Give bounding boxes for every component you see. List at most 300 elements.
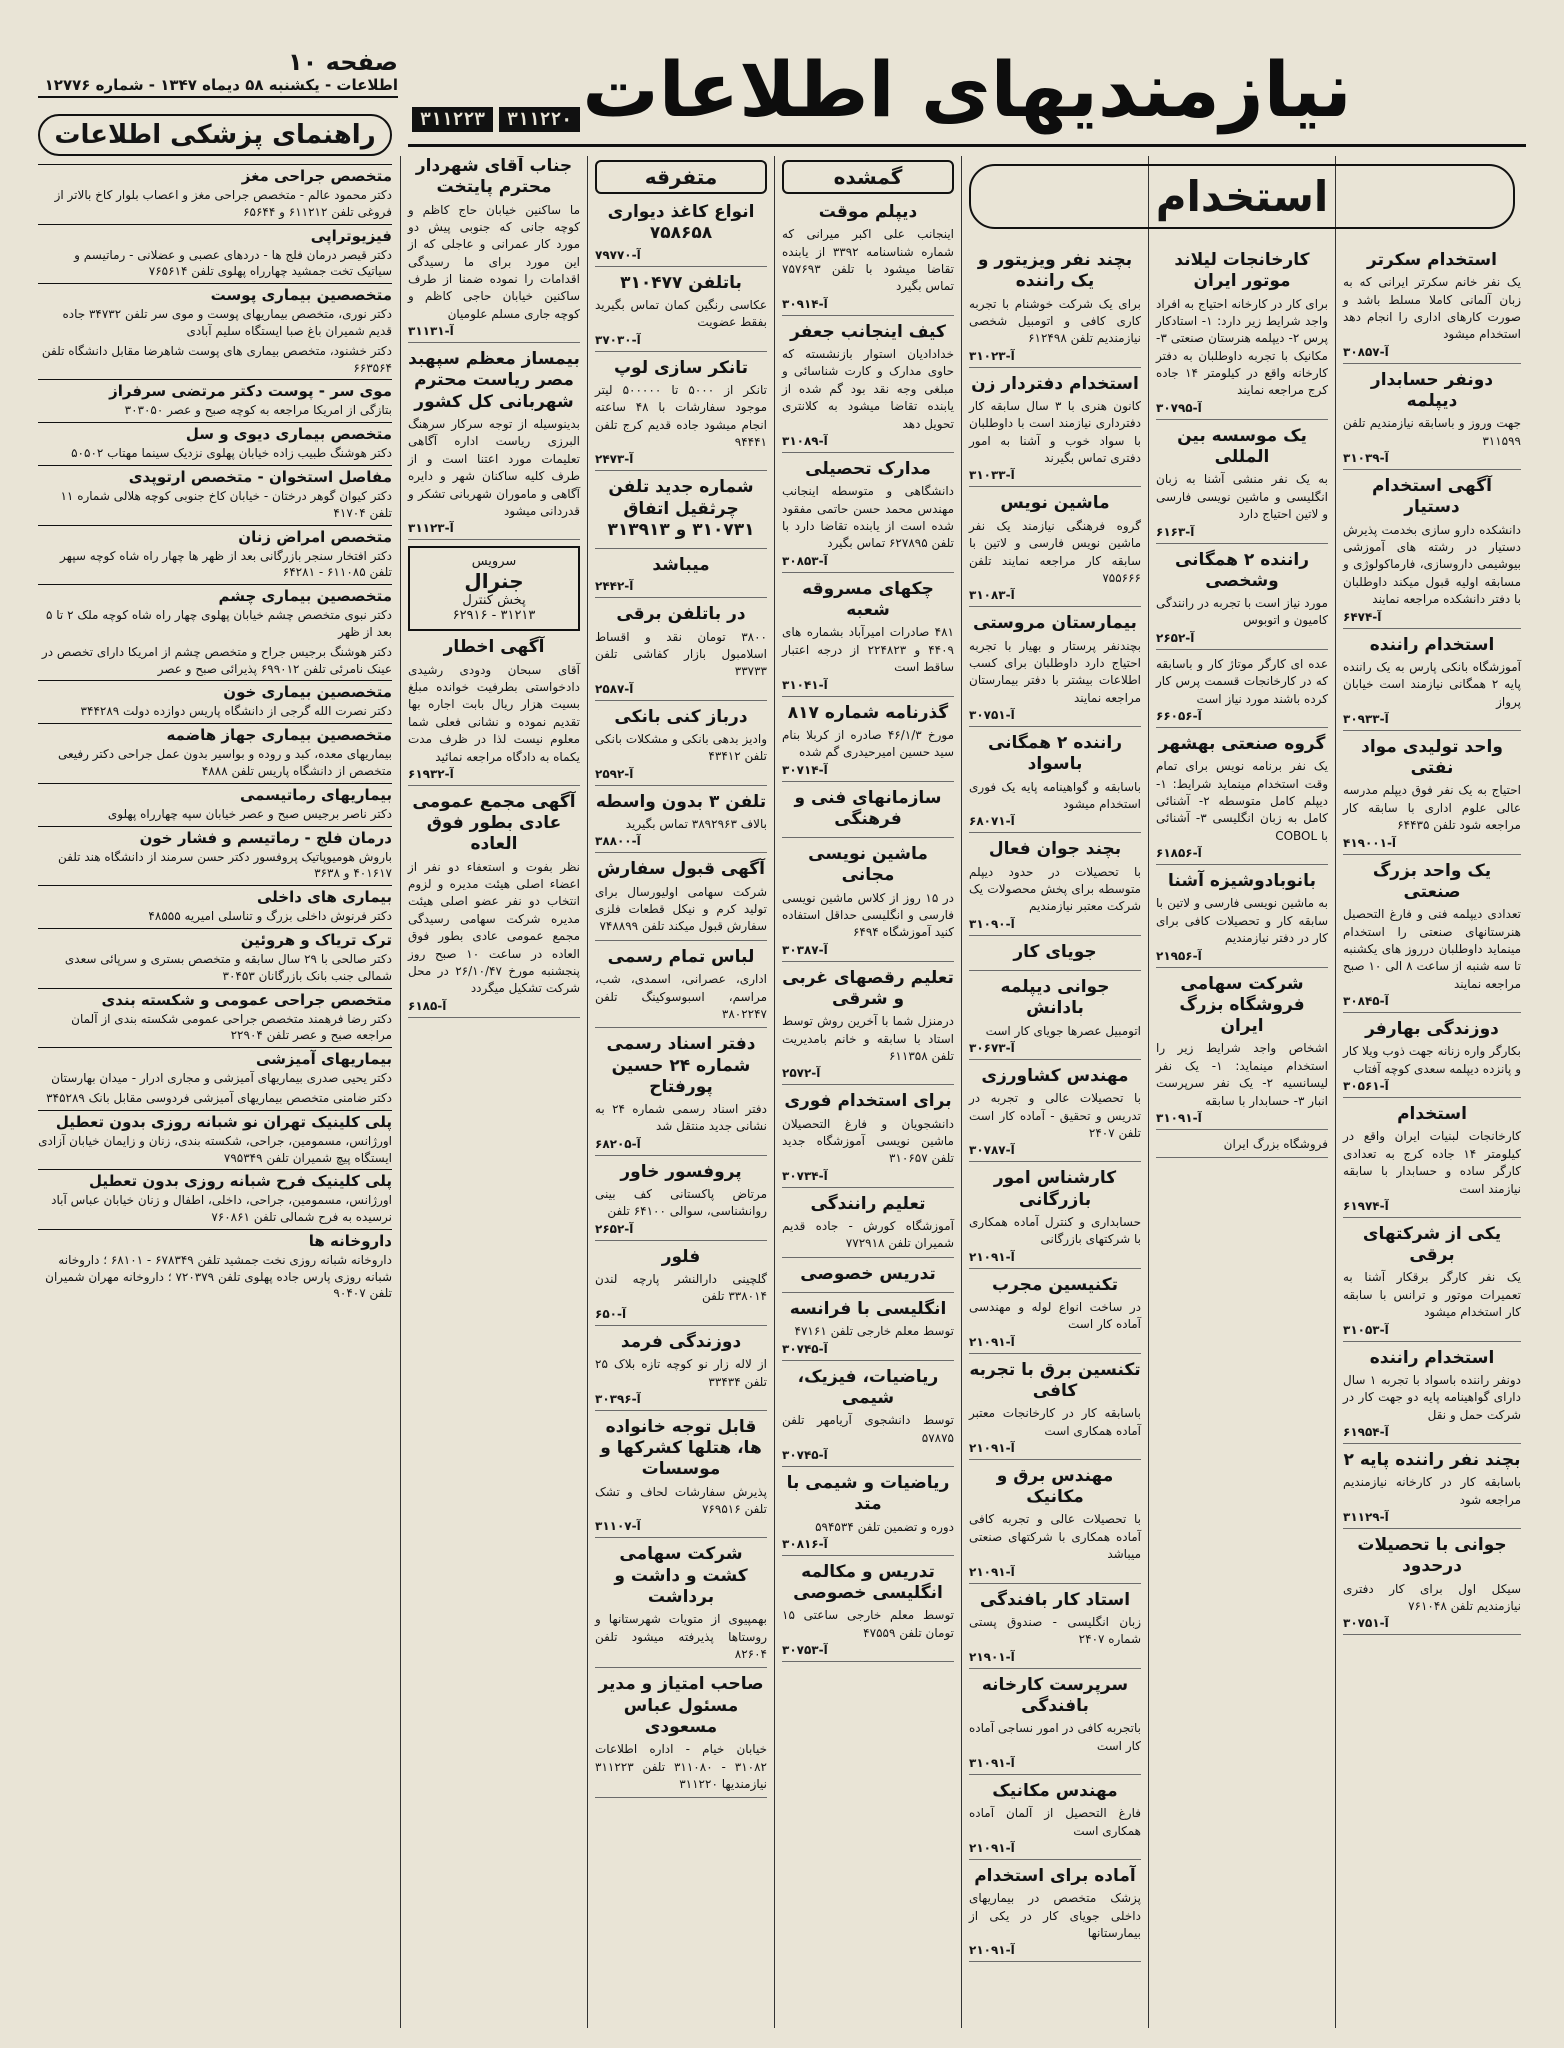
ad-heading: آگهی مجمع عمومی عادی بطور فوق العاده — [412, 791, 576, 855]
medical-listing — [38, 885, 392, 925]
ad-reference: آ-۴۱۹۰۰۱ — [1343, 835, 1397, 850]
ad-reference: آ-۳۰۷۵۳ — [782, 1643, 828, 1658]
ad-body: نظر بفوت و استعفاء دو نفر از اعضاء اصلی هیئت مدیره و لزوم انتخاب دو نفر عضو اصلی هیئت مدیره شرکت سهامی رسیدگی مجمع عمومی عادی بطور فوق العاده در ساعت ۱۰ صبح روز پنجشنبه مورخ ۲۶/۱۰/۴۷ در محل شرکت تشکیل میگردد — [408, 859, 580, 996]
ad-heading: دونفر حسابدار دیپلمه — [1370, 369, 1494, 412]
ad-body: مرتاض پاکستانی کف بینی روانشناسی، سوالی ۶۴۱۰۰ تلفن — [595, 1187, 767, 1219]
ad-reference: آ-۳۱۱۲۹ — [1343, 1510, 1389, 1525]
medical-listing-heading: داروخانه ها — [38, 1229, 392, 1252]
medical-listing-heading: موی سر - پوست دکتر مرتضی سرفراز — [38, 379, 392, 402]
medical-listing — [38, 783, 392, 823]
medical-listing-heading: پلی کلینیک تهران نو شبانه روزی بدون تعطیل — [38, 1110, 392, 1133]
page-number: صفحه ۱۰ — [288, 48, 398, 76]
ad-reference: آ-۳۰۹۱۴ — [782, 296, 828, 311]
medical-listing-heading: ترک تریاک و هروئین — [38, 928, 392, 951]
classified-ad — [782, 579, 954, 697]
ad-body: دوره و تضمین تلفن ۵۹۴۵۳۴ — [815, 1519, 954, 1534]
ad-body: مورد نیاز است با تجربه در رانندگی کامیون و اتوبوس — [1156, 596, 1328, 628]
classified-ad — [1156, 250, 1328, 420]
medical-listing-heading: درمان فلج - رماتیسم و فشار خون — [38, 826, 392, 849]
medical-listing-heading: مفاصل استخوان - متخصص ارتوپدی — [38, 465, 392, 488]
classified-ad — [1156, 974, 1328, 1130]
classified-ad — [782, 1194, 954, 1258]
classified-ad — [408, 637, 580, 786]
ad-body: یک نفر برنامه نویس برای تمام وقت استخدام مینماید شرایط: ۱- دیپلم کامل متوسطه ۲- آشنائی کامل به زبان انگلیسی ۳- آشنائی با COBOL — [1156, 759, 1329, 843]
ad-heading: مهندس مکانیک — [992, 1780, 1118, 1801]
lost-section-title: گمشده — [782, 160, 954, 194]
ad-heading: ماشین نویسی مجانی — [808, 844, 928, 886]
classified-ad — [595, 1162, 767, 1241]
medical-listing — [38, 988, 392, 1045]
ad-body: برای کار در کارخانه احتیاج به افراد واجد شرایط زیر دارد: ۱- استادکار پرس ۲- دیپلمه هنرستان صنعتی ۳- مکانیک با تجربه داوطلبان به دفتر کارخانه واقع در کیلومتر ۱۴ جاده کرج مراجعه نمایند — [1156, 296, 1328, 398]
classified-ad — [969, 1168, 1141, 1268]
ad-body: کانون هنری با ۳ سال سابقه کار دفترداری نیازمند است با داوطلبان با سواد خوب و آشنا به امور دفتری تماس بگیرند — [969, 398, 1142, 466]
ad-body: توسط معلم خارجی ساعتی ۱۵ تومان تلفن ۴۷۵۵۹ — [782, 1608, 954, 1640]
medical-listing-text: دکتر محمود عالم - متخصص جراحی مغز و اعصاب بلوار کاخ بالاتر از فروغی تلفن ۶۱۱۲۱۲ و ۶۵۶۴۴ — [54, 188, 392, 219]
ad-reference: آ-۶۱۸۵۶ — [1156, 846, 1202, 861]
classified-ad — [969, 493, 1141, 607]
ad-reference: آ-۲۱۰۹۱ — [969, 1440, 1015, 1455]
medical-listing-heading: بیماریهای آمیزشی — [38, 1047, 392, 1070]
ad-body: خدادادیان استوار بازنشسته که حاوی مدارک و کارت شناسائی و مبلغی وجه نقد بود گم شده از یابنده تقاضا میشود به کلانتری تحویل دهد — [782, 347, 954, 431]
ad-heading: بیمساز معظم سپهبد مصر ریاست محترم شهربانی کل کشور — [408, 349, 580, 412]
ad-body: سیکل اول برای کار دفتری نیازمندیم تلفن ۷۶۱۰۴۸ — [1343, 1581, 1521, 1613]
ad-body: دفتر اسناد رسمی شماره ۲۴ به نشانی جدید منتقل شد — [595, 1102, 768, 1134]
ad-heading: انگلیسی با فرانسه — [789, 1299, 947, 1320]
medical-listing-text: اورژانس، مسمومین، جراحی، داخلی، اطفال و زنان خیابان عباس آباد نرسیده به فرح شمالی تلفن ۷۶۰۸۶۱ — [51, 1193, 392, 1225]
ad-heading: مهندس کشاورزی — [981, 1065, 1129, 1086]
masthead-phone: ۳۱۱۲۲۳ — [412, 107, 493, 132]
ad-reference: آ-۶۴۷۴ — [1343, 609, 1382, 624]
ad-body: مورخ ۴۶/۱/۳ صادره از کربلا بنام سید حسین امیرحیدری گم شده — [782, 727, 955, 760]
medical-listing-text: دکتر خشنود، متخصص بیماری های پوست شاهرضا مقابل دانشگاه تلفن ۶۶۳۵۶۴ — [41, 343, 392, 375]
ad-reference: آ-۳۰۸۵۷ — [1343, 344, 1389, 359]
medical-listing-text: دکتر ضامنی متخصص بیماریهای آمیزشی فردوسی مقابل بانک ۳۴۵۲۸۹ — [46, 1090, 392, 1105]
ad-heading: میباشد — [652, 555, 710, 576]
ad-heading: چکهای مسروقه شعبه — [802, 578, 934, 621]
ad-body: ما ساکنین خیابان حاج کاظم و کوچه جانی که جنوبی پیش دو مورد کار عمرانی و عاجلی که از این مورد برای ما رسیدگی اقدامات را نموده ضمنا از طرف ساکنین خیابان حاجی کاظم و کوچه جاری مسلم علومیان — [408, 202, 580, 321]
classified-ad — [782, 1091, 954, 1187]
medical-listing-text: بیماریهای معده، کبد و روده و بواسیر بدون عمل جراحی دکتر رفیعی متخصص از دانشگاه پاریس تلفن ۴۸۸۸ — [58, 747, 392, 778]
ad-body: از لاله زار نو کوچه تازه بلاک ۲۵ تلفن ۳۳۴۳۴ — [595, 1357, 767, 1389]
medical-listing-heading: فیزیوتراپی — [38, 224, 392, 247]
ad-reference: آ-۶۱۹۳۲ — [408, 766, 454, 781]
ad-body: اتومبیل عصرها جویای کار است — [985, 1023, 1141, 1038]
ad-body: عکاسی رنگین کمان تماس بگیرید بفقط عضویت — [595, 297, 767, 330]
ad-reference: آ-۳۰۷۸۷ — [969, 1143, 1015, 1158]
employment-banner-area — [963, 160, 1521, 244]
ad-heading: استخدام راننده — [1369, 634, 1495, 655]
classified-ad — [969, 733, 1141, 833]
ad-heading: کارخانجات لیلاند موتور ایران — [1174, 250, 1310, 292]
medical-listing-heading: متخصص بیماری دیوی و سل — [38, 422, 392, 445]
classified-ad — [969, 942, 1141, 971]
ad-heading: باتلفن ۳۱۰۴۷۷ — [620, 272, 742, 293]
ad-reference: آ-۲۱۰۹۱ — [969, 1943, 1015, 1958]
ad-heading: جوانی با تحصیلات درحدود — [1357, 1535, 1507, 1577]
ad-body: با تحصیلات عالی و تجربه کافی آماده همکاری با شرکتهای صنعتی میباشد — [969, 1512, 1141, 1562]
classified-ad — [969, 1675, 1141, 1775]
classified-ad — [782, 703, 954, 782]
ad-body: اداری، عصرانی، اسمدی، شب، مراسم، اسبوسوکینگ تلفن ۳۸۰۲۲۴۷ — [595, 972, 767, 1021]
medical-guide-list — [38, 164, 392, 1302]
medical-listing — [38, 928, 392, 985]
ad-body: برای یک شرکت خوشنام با تجربه کاری کافی و اتومبیل شخصی نیازمندیم تلفن ۶۱۲۴۹۸ — [969, 296, 1141, 346]
medical-listing-heading: متخصص جراحی مغز — [38, 164, 392, 187]
ad-heading: دوزندگی فرمد — [620, 1331, 742, 1352]
ad-reference: آ-۲۵۹۲ — [595, 766, 634, 781]
ad-heading: کارشناس امور بازرگانی — [993, 1168, 1117, 1210]
ad-body: احتیاج به یک نفر فوق دیپلم مدرسه عالی علوم اداری با سابقه کار مراجعه شود تلفن ۶۴۴۳۵ — [1343, 783, 1521, 833]
ad-reference: آ-۳۰۳۸۷ — [782, 942, 828, 957]
jobs-column-a — [963, 250, 1147, 2028]
ad-reference: آ-۶۱۹۷۴ — [1343, 1198, 1389, 1213]
classified-ad — [1343, 250, 1521, 364]
ad-body: گلچینی دارالنشر پارچه لندن ۳۳۸۰۱۴ تلفن — [595, 1272, 767, 1304]
ad-reference: آ-۲۱۹۰۱ — [969, 1649, 1015, 1664]
medical-listing-text: دکتر هوشنگ برجیس جراح و متخصص چشم از امریکا دارای تخصص در عینک نامرئی تلفن ۶۹۹۰۱۲ پذیرائی صبح و عصر — [41, 644, 392, 676]
ad-body: فروشگاه بزرگ ایران — [1223, 1136, 1328, 1151]
classified-ad — [969, 250, 1141, 368]
medical-listing — [38, 379, 392, 419]
ad-heading: استخدام دفتردار زن — [971, 373, 1139, 394]
classified-ad — [1343, 635, 1521, 731]
ad-reference: آ-۳۱۰۹۱ — [1156, 1110, 1202, 1125]
classified-ad — [1343, 737, 1521, 855]
classified-ad — [595, 859, 767, 940]
medical-listing — [38, 680, 392, 720]
ad-body: توسط معلم خارجی تلفن ۴۷۱۶۱ — [794, 1324, 954, 1339]
classified-ad — [969, 1066, 1141, 1162]
classified-ad — [969, 977, 1141, 1060]
medical-listing-heading: بیماریهای رماتیسمی — [38, 783, 392, 806]
ad-heading: در باتلفن برقی — [616, 604, 746, 625]
classified-ad — [1343, 370, 1521, 470]
ad-reference: آ-۳۱۰۹۱ — [969, 1755, 1015, 1770]
column-divider — [587, 156, 588, 2028]
column-divider — [400, 156, 401, 2028]
masthead-rule — [408, 144, 1526, 147]
ad-reference: آ-۳۱۱۲۳ — [408, 521, 454, 536]
ad-heading: تکنیسین مجرب — [991, 1274, 1119, 1295]
ad-heading: واحد تولیدی مواد نفتی — [1361, 736, 1503, 779]
medical-listing-text: دکتر یحیی صدری بیماریهای آمیزشی و مجاری ادرار - میدان بهارستان — [51, 1071, 392, 1086]
medical-listing — [38, 422, 392, 462]
medical-listing — [38, 584, 392, 641]
classified-ad — [969, 1866, 1141, 1962]
ad-heading: پروفسور خاور — [620, 1161, 742, 1182]
ad-reference: آ-۲۵۷۲ — [782, 1066, 821, 1081]
medical-listing — [38, 723, 392, 780]
ad-reference: آ-۳۰۶۷۳ — [969, 1040, 1015, 1055]
ad-reference: آ-۶۸۰۷۱ — [969, 814, 1015, 829]
medical-listing — [38, 1047, 392, 1087]
ad-reference: آ-۲۶۵۲ — [1156, 630, 1195, 645]
ad-reference: آ-۶۱۸۵ — [408, 998, 447, 1013]
ad-reference: آ-۷۹۷۷۰ — [595, 247, 641, 262]
ad-heading: آگهی استخدام دستیار — [1372, 476, 1492, 518]
ad-heading: مدارک تحصیلی — [805, 459, 931, 480]
ad-reference: آ-۳۰۷۴۵ — [782, 1448, 828, 1462]
jobs-column-c — [1337, 250, 1527, 2028]
ad-reference: آ-۳۰۳۹۶ — [595, 1391, 641, 1406]
classified-ad — [782, 202, 954, 316]
medical-listing — [38, 826, 392, 883]
ad-reference: آ-۳۰۸۵۳ — [782, 553, 828, 568]
ad-reference: آ-۲۱۹۵۶ — [1156, 948, 1202, 963]
ad-reference: آ-۳۱۰۹۰ — [969, 916, 1015, 931]
ad-heading: استخدام راننده — [1369, 1347, 1495, 1368]
classified-ad — [969, 1275, 1141, 1354]
medical-listing-text: دکتر نصرت الله گرجی از دانشگاه پاریس دوازده دولت ۳۴۴۲۸۹ — [80, 704, 392, 719]
ad-heading: استاد کار بافندگی — [979, 1589, 1131, 1610]
classified-ad — [969, 1590, 1141, 1669]
ad-body: به ماشین نویسی فارسی و لاتین با سابقه کار و تحصیلات کافی برای کار در دفتر نیازمندیم — [1156, 896, 1328, 946]
ad-heading: تلفن ۳ بدون واسطه — [595, 791, 767, 812]
ad-reference: آ-۳۱۰۸۳ — [969, 588, 1015, 603]
ad-heading: تکنسین برق با تجربه کافی — [969, 1359, 1141, 1401]
column-divider — [1148, 156, 1149, 2028]
classified-ad — [1156, 734, 1328, 865]
logo-top: سرویس — [471, 554, 517, 570]
ad-heading: برای استخدام فوری — [784, 1091, 952, 1112]
medical-listing-text: دکتر افتخار سنجر بازرگانی بعد از ظهر ها چهار راه شاه کوچه سپهر تلفن ۶۱۱۰۸۵ - ۶۴۲۸۱ — [60, 548, 392, 580]
ad-heading: آگهی قبول سفارش — [596, 859, 766, 880]
ad-heading: تدریس و مکالمه انگلیسی خصوصی — [793, 1561, 943, 1604]
ad-heading: جوانی دیپلمه بادانش — [1000, 977, 1110, 1019]
ad-reference: آ-۳۱۰۳۹ — [1343, 451, 1389, 466]
ad-heading: مهندس برق و مکانیک — [996, 1465, 1114, 1508]
ad-body: با تحصیلات در حدود دیپلم متوسطه برای پخش محصولات یک شرکت معتبر نیازمندیم — [969, 864, 1141, 914]
ad-body: توسط دانشجوی آریامهر تلفن ۵۷۸۷۵ — [782, 1413, 954, 1445]
medical-listing-text: بتازگی از امریکا مراجعه به کوچه صبح و عصر ۳۰۳۰۵۰ — [124, 403, 392, 418]
classified-ad — [595, 1674, 767, 1798]
ad-heading: سرپرست کارخانه بافندگی — [981, 1674, 1129, 1716]
classified-ad — [1156, 656, 1328, 728]
ad-body: با تحصیلات عالی و تجربه در تدریس و تحقیق - آماده کار است تلفن ۲۴۰۷ — [969, 1091, 1141, 1140]
classified-ad — [595, 707, 767, 786]
employment-section-title: استخدام — [969, 164, 1515, 229]
classified-ad — [595, 1247, 767, 1326]
ad-body: باسابقه و گواهینامه پایه یک فوری استخدام میشود — [969, 779, 1141, 811]
ad-heading: دفتر اسناد رسمی شماره ۲۴ حسین پورفتاح — [606, 1034, 756, 1097]
ad-body: به یک نفر منشی آشنا به زبان انگلیسی و ماشین نویسی فارسی و لاتین احتیاج دارد — [1156, 472, 1328, 522]
ad-heading: سازمانهای فنی و فرهنگی — [794, 787, 942, 829]
ad-heading: صاحب امتیاز و مدیر مسئول عباس مسعودی — [598, 1674, 764, 1737]
ad-reference: آ-۳۱۰۳۳ — [969, 468, 1015, 483]
ad-body: اشخاص واجد شرایط زیر را استخدام مینماید: ۱- یک نفر لیسانسیه ۲- یک نفر سرپرست انبار ۳- حسابدار با سابقه — [1156, 1041, 1328, 1108]
classified-ad — [595, 202, 767, 267]
classified-ad — [1156, 550, 1328, 650]
ad-heading: درباز کنی بانکی — [614, 706, 748, 727]
masthead-phone: ۳۱۱۲۲۰ — [499, 107, 580, 132]
ad-heading: راننده ۲ همگانی وشخصی — [1174, 549, 1310, 591]
ad-heading: تانکر سازی لوپ — [613, 357, 749, 378]
medical-guide-column — [32, 110, 398, 2028]
ad-reference: آ-۳۷۰۳۰ — [595, 332, 641, 347]
ad-body: بالاف ۳۸۹۲۹۶۳ تماس بگیرید — [625, 817, 767, 832]
ad-reference: آ-۲۱۰۹۱ — [969, 1249, 1015, 1264]
ad-reference: آ-۲۱۰۹۱ — [969, 1840, 1015, 1855]
classified-ad — [782, 788, 954, 839]
classified-ad — [782, 1473, 954, 1556]
classified-ad — [408, 349, 580, 540]
ad-heading: ریاضیات، فیزیک، شیمی — [797, 1366, 939, 1408]
lost-column — [776, 156, 960, 2028]
ad-heading: راننده ۲ همگانی باسواد — [987, 733, 1123, 775]
ad-body: آموزشگاه کورش - جاده قدیم شمیران تلفن ۷۷۲۹۱۸ — [782, 1219, 954, 1251]
classified-ad — [1343, 1450, 1521, 1529]
classified-ad — [408, 156, 580, 343]
classified-ad — [408, 792, 580, 1018]
ad-body: دانشجویان و فارغ التحصیلان ماشین نویسی آموزشگاه جدید تلفن ۳۱۰۶۵۷ — [782, 1116, 954, 1166]
ad-body: جهت وروز و باسابقه نیازمندیم تلفن ۳۱۱۵۹۹ — [1343, 416, 1521, 448]
ad-body: تانکر از ۵۰۰۰ تا ۵۰۰۰۰۰ لیتر موجود سفارشات با ۴۸ ساعته انجام میشود جاده قدیم کرج تلفن ۹۴۴۴۱ — [595, 382, 768, 449]
ad-heading: انواع کاغذ دیواری ۷۵۸۶۵۸ — [607, 202, 755, 244]
ad-reference: آ-۳۰۹۳۳ — [1343, 711, 1389, 726]
ad-body: فارغ التحصیل از آلمان آماده همکاری است — [969, 1806, 1141, 1838]
classified-ad — [1156, 1136, 1328, 1158]
ad-heading: یکی از شرکتهای برقی — [1362, 1223, 1502, 1266]
classified-ad — [1343, 1104, 1521, 1218]
ad-body: گروه فرهنگی نیازمند یک نفر ماشین نویس فارسی و لاتین با سابقه کار مراجعه نمایند تلفن ۷۵۵۶۶۶ — [969, 518, 1141, 585]
ad-body: دانشگاهی و متوسطه اینجانب مهندس محمد حسن حاتمی مفقود شده است از یابنده تقاضا دارد با تلفن ۶۲۷۸۹۵ تماس بگیرد — [782, 484, 954, 551]
ad-heading: تعلیم رقصهای غربی و شرقی — [782, 967, 954, 1009]
ad-reference: آ-۳۸۸۰۰ — [595, 834, 641, 849]
medical-listing — [38, 283, 392, 340]
misc-section-title: متفرقه — [595, 160, 767, 194]
ad-heading: آگهی اخطار — [443, 637, 545, 658]
ad-heading: گروه صنعتی بهشهر — [1158, 733, 1326, 754]
ad-heading: ریاضیات و شیمی با متد — [786, 1473, 950, 1515]
ad-heading: بچند نفر ویزیتور و یک راننده — [977, 250, 1133, 292]
ad-body: بچندنفر پرستار و بهیار با تجربه احتیاج دارد داوطلبان برای کسب اطلاعات بیشتر با دفتر بیمارستان مراجعه نمایند — [969, 638, 1141, 705]
medical-listing — [38, 164, 392, 221]
classified-ad — [595, 1332, 767, 1411]
ad-reference: آ-۳۱۱۳۱ — [408, 324, 454, 339]
medical-listing-text: دکتر رضا فرهمند متخصص جراحی عمومی شکسته بندی از آلمان مراجعه صبح و عصر تلفن ۲۲۹۰۴ — [71, 1011, 392, 1043]
notices-column — [402, 156, 586, 2028]
ad-body: پذیرش سفارشات لحاف و تشک تلفن ۷۶۹۵۱۶ — [595, 1484, 767, 1517]
medical-listing-heading: متخصص جراحی عمومی و شکسته بندی — [38, 988, 392, 1011]
ad-body: حسابداری و کنترل آماده همکاری با شرکتهای بازرگانی — [969, 1214, 1141, 1247]
medical-listing — [38, 1169, 392, 1226]
ad-reference: آ-۶۵۰ — [595, 1306, 627, 1321]
classified-ad — [969, 1466, 1141, 1584]
medical-listing-text: دکتر صالحی با ۲۹ سال سابقه و متخصص بستری و سرپائی سعدی شمالی جنب بانک بازرگانان ۳۰۴۵۳ — [64, 951, 392, 983]
medical-listing — [38, 644, 392, 678]
classified-ad — [595, 273, 767, 352]
medical-listing — [38, 1090, 392, 1107]
ad-heading: دوزندگی بهارفر — [1365, 1019, 1499, 1040]
ad-heading: ماشین نویس — [1000, 493, 1110, 514]
ad-reference: آ-۳۱۰۸۹ — [782, 434, 828, 449]
ad-reference: آ-۲۴۴۲ — [595, 579, 634, 594]
logo-name: جنرال — [464, 569, 524, 594]
ad-reference: آ-۳۰۷۵۱ — [969, 708, 1015, 723]
ad-body: دونفر راننده باسواد با تجربه ۱ سال دارای گواهینامه پایه دو جهت کار در شرکت حمل و نقل — [1343, 1372, 1521, 1422]
classified-ad — [595, 1417, 767, 1539]
ad-heading: بچند نفر راننده پایه ۲ — [1343, 1450, 1521, 1471]
misc-column — [589, 156, 773, 2028]
ad-heading: آماده برای استخدام — [974, 1865, 1136, 1886]
classified-ad — [969, 1360, 1141, 1460]
medical-listing — [38, 1229, 392, 1302]
ad-heading: قابل توجه خانواده ها، هتلها کشرکها و موسسات — [600, 1416, 762, 1480]
classified-ad — [782, 459, 954, 573]
ad-body: کارخانجات لبنیات ایران واقع در کیلومتر ۱۴ جاده کرج به تعدادی کارگر ساده و حسابدار با سابقه نیازمند است — [1343, 1129, 1521, 1196]
ad-heading: یک موسسه بین المللی — [1177, 425, 1307, 468]
classified-ad — [1343, 1019, 1521, 1098]
classified-ad — [969, 374, 1141, 488]
ad-body: بهمپیوی از متویات شهرستانها و روستاها پذیرفته میشود تلفن ۸۲۶۰۴ — [595, 1612, 767, 1661]
ad-body: درمنزل شما با آخرین روش توسط استاد با سابقه و خانم بامدیریت تلفن ۶۱۱۳۵۸ — [782, 1014, 954, 1063]
classified-ad — [969, 839, 1141, 935]
ad-heading: جناب آقای شهردار محترم پایتخت — [415, 156, 573, 198]
classified-ad — [782, 322, 954, 453]
ad-reference: آ-۳۰۷۱۴ — [782, 762, 828, 777]
masthead-phones — [412, 107, 580, 132]
classified-ad — [595, 1034, 767, 1156]
logo-phones: ۳۱۲۱۳ - ۶۲۹۱۶ — [452, 608, 536, 624]
medical-listing-heading: پلی کلینیک فرح شبانه روزی بدون تعطیل — [38, 1169, 392, 1192]
ad-heading: تعلیم رانندگی — [810, 1193, 926, 1214]
classified-ad — [595, 1544, 767, 1668]
classified-ad — [782, 844, 954, 962]
classified-ad — [782, 1562, 954, 1662]
medical-listing-heading: متخصصین بیماری خون — [38, 680, 392, 703]
classified-ad — [595, 947, 767, 1028]
ad-reference: آ-۳۰۷۳۴ — [782, 1168, 828, 1183]
ad-heading: استخدام — [1397, 1104, 1467, 1125]
ad-heading: لباس تمام رسمی — [607, 946, 755, 967]
ad-reference: آ-۶۱۶۳ — [1156, 524, 1195, 539]
ad-heading: تدریس خصوصی — [800, 1263, 936, 1284]
ad-body: باتجربه کافی در امور نساجی آماده کار است — [969, 1721, 1141, 1753]
column-divider — [961, 156, 962, 2028]
medical-guide-title: راهنمای پزشکی اطلاعات — [38, 114, 392, 156]
ad-body: پزشک متخصص در بیماریهای داخلی جویای کار در یکی از بیمارستانها — [969, 1891, 1141, 1941]
classified-ad — [969, 613, 1141, 727]
classified-ad — [1343, 861, 1521, 1013]
classified-ad — [1343, 476, 1521, 628]
medical-listing-text: دکتر هوشنگ طبیب زاده خیابان پهلوی نزدیک سینما مهتاب ۵۰۵۰۲ — [71, 446, 392, 461]
ad-heading: بچند جوان فعال — [988, 839, 1122, 860]
column-divider — [1335, 156, 1336, 2028]
ad-heading: شرکت سهامی فروشگاه بزرگ ایران — [1179, 973, 1305, 1037]
ad-reference: آ-۳۰۸۱۶ — [782, 1536, 828, 1551]
classified-ad — [782, 1299, 954, 1361]
page-header — [38, 46, 398, 98]
jobs-column-b — [1150, 250, 1334, 2028]
classified-ad — [595, 358, 767, 472]
ad-reference: آ-۳۱۰۵۳ — [1343, 1322, 1389, 1337]
ad-heading: دیپلم موقت — [818, 202, 918, 222]
classified-ad — [595, 792, 767, 854]
medical-listing — [38, 525, 392, 582]
ad-heading: بانوبادوشیزه آشنا — [1168, 871, 1316, 892]
medical-listing-text: داروخانه شبانه روزی نخت جمشید تلفن ۶۷۸۳۴۹ - ۶۸۱۰۱ ؛ داروخانه شبانه روزی پارس جاده پهلوی تلفن ۷۲۰۳۷۹ ؛ داروخانه مهران شمیران تلفن ۹۰۴۰۷ — [45, 1252, 392, 1301]
ad-body: دانشکده دارو سازی بخدمت پذیرش دستیار در رشته های آموزشی بیوشیمی داروسازی، فارماکولوژی و مسابقه اولیه قبول میکند داوطلبان با دفتر دانشکده مراجعه نمایند — [1343, 522, 1521, 607]
ad-reference: آ-۲۱۰۹۱ — [969, 1334, 1015, 1349]
ad-body: وادیز بدهی بانکی و مشکلات بانکی تلفن ۴۳۴۱۲ — [595, 732, 767, 764]
ad-body: در ساخت انواع لوله و مهندسی آماده کار است — [969, 1299, 1141, 1332]
ad-body: باسابقه کار در کارخانه نیازمندیم مراجعه شود — [1343, 1475, 1521, 1507]
medical-listing-text: اورژانس، مسمومین، جراحی، شکسته بندی، زنان و زایمان خیابان آزادی ایستگاه پیچ شمیران تلفن ۷۹۵۳۴۹ — [38, 1133, 392, 1165]
ad-body: ۴۸۱ صادرات امیرآباد بشماره های ۴۴۰۹ و ۲۲۴۸۲۳ از درجه اعتبار ساقط است — [782, 625, 954, 675]
ad-body: زبان انگلیسی - صندوق پستی شماره ۲۴۰۷ — [969, 1614, 1141, 1647]
ad-body: عده ای کارگر موتاژ کار و باسابقه که در کارخانجات قسمت پرس کار کرده باشند مورد نیاز است — [1156, 656, 1328, 706]
ad-body: بدینوسیله از توجه سرکار سرهنگ البرزی ریاست اداره آگاهی تعلیمات مورد اعتنا است و از طرف کلیه ساکنان شهر و دایره آگاهی و ماموران شهربانی تشکر و قدردانی میشود — [408, 416, 580, 518]
